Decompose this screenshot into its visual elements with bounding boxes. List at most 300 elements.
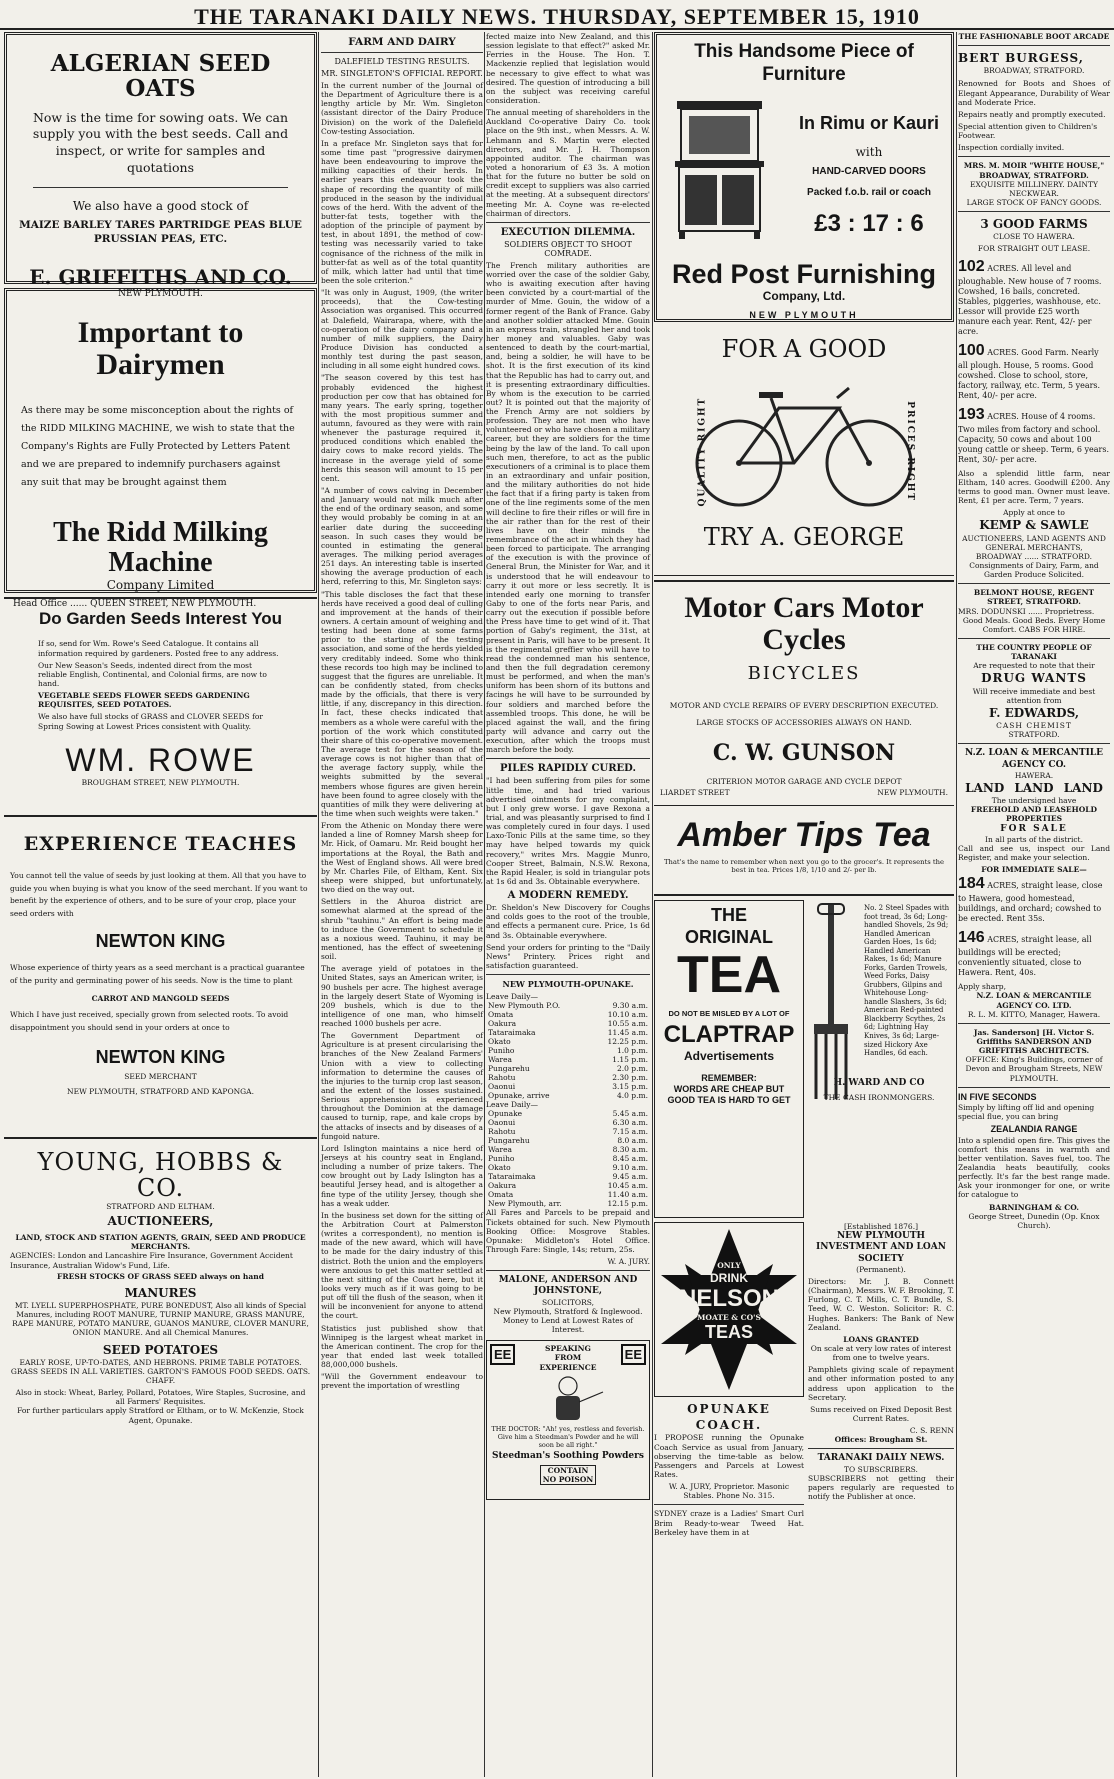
ad-heading: SPEAKING FROM EXPERIENCE — [539, 1344, 597, 1372]
timetable-row — [486, 1145, 650, 1154]
column-rule — [956, 32, 957, 1777]
paragraph: Lord Islington maintains a nice herd of Jerseys at his country seat in England, including a number of prize takers. The cow brought out by Lady Islington has a beautiful Jersey head, and is altogether a fine type of the utility Jersey, though she has a weak udder. — [321, 1143, 483, 1208]
ad-text: Which I have just received, specially grown from selected roots. To avoid disappointment you should send in your orders at once to — [10, 1010, 289, 1032]
burgess-text: Inspection cordially invited. — [958, 143, 1065, 153]
ad-place: NEW PLYMOUTH — [749, 310, 859, 321]
timetable-time: 2.30 p.m. — [612, 1073, 648, 1083]
ad-sub: BICYCLES — [747, 663, 861, 684]
divider — [486, 1270, 650, 1271]
timetable-row — [486, 1073, 650, 1082]
timetable-stop: New Plymouth P.O. — [488, 1001, 561, 1011]
ad-claim: CONTAIN NO POISON — [540, 1465, 596, 1485]
timetable-time: 2.0 p.m. — [617, 1064, 648, 1074]
society-deposits: Sums received on Fixed Deposit Best Current Rates. — [810, 1404, 952, 1423]
timetable-row — [486, 1127, 650, 1136]
divider — [958, 743, 1110, 744]
article-body — [321, 81, 483, 1391]
timetable-row — [486, 1172, 650, 1181]
timetable-row — [486, 1181, 650, 1190]
child-illustration — [493, 1372, 643, 1422]
chemist-name: F. EDWARDS, — [988, 705, 1080, 720]
timetable-stop: Rahotu — [488, 1127, 516, 1137]
timetable-time: 10.55 a.m. — [607, 1019, 648, 1029]
burgess-text: Special attention given to Children's Footwear. — [958, 122, 1098, 141]
land-text: Apply sharp, — [958, 982, 1006, 992]
ad-title: NELSON — [678, 1285, 779, 1313]
column-5 — [958, 32, 1110, 1777]
moir-text: EXQUISITE MILLINERY. DAINTY NECKWEAR. — [970, 179, 1098, 198]
timetable-time: 11.45 a.m. — [607, 1028, 648, 1038]
timetable-stop: Oaonui — [488, 1082, 516, 1092]
belmont-text: Good Meals. Good Beds. Every Home Comfort. CABS FOR HIRE. — [962, 615, 1106, 634]
ad-title: Amber Tips Tea — [677, 816, 931, 854]
range-name: ZEALANDIA RANGE — [990, 1124, 1078, 1135]
ad-firm: Red Post Furnishing — [671, 258, 936, 289]
land-text: N.Z. LOAN & MERCANTILE AGENCY CO. LTD. — [976, 991, 1092, 1010]
column-rule — [652, 32, 653, 1777]
timetable-signature: W. A. JURY. — [607, 1257, 650, 1267]
timetable-stop: Okato — [488, 1163, 511, 1173]
chemist-drug: DRUG WANTS — [981, 671, 1087, 686]
timetable-label: Leave Daily— — [486, 1100, 538, 1110]
ad-text: REMEMBER: — [701, 1072, 757, 1083]
timetable-stop: Opunake, arrive — [488, 1091, 550, 1101]
paragraph: "This table discloses the fact that these herds have received a good deal of culling and improvement at the hands of their owners. A certain amount of weighing and testing had been done at some farms prior to the starting of the testing association, and some of the herds yielded very creditably indeed. Some who think these records too high may be inclined to suggest that the figures are unreliable. It can be confidently stated, from checks made by the officials, that there is very little, if any, discrepancy in this direction. In fact, these checks indicated that members as a whole were careful with the portion of the work which constituted their share of this co-operative movement. The average test for the season of the average cows is not higher than that of the average factory supply, while the weights submitted by the several members whose figures are given herein have been found to agree closely with the quantities of milk they were delivering at the time when such weights were taken." — [321, 589, 483, 818]
timetable-stop: Pungarehu — [488, 1136, 530, 1146]
ad-text: CRITERION MOTOR GARAGE AND CYCLE DEPOT — [706, 777, 902, 787]
chemist-heading: THE COUNTRY PEOPLE OF TARANAKI — [976, 642, 1092, 662]
timetable-time: 6.30 a.m. — [612, 1118, 648, 1128]
timetable-stop: Okato — [488, 1037, 511, 1047]
ad-firm: E. GRIFFITHS AND CO. — [29, 264, 292, 289]
ad-text: If so, send for Wm. Rowe's Seed Catalogue. It contains all information required by gardeners. Posted free to any address. — [38, 639, 279, 658]
timetable-row — [486, 1010, 650, 1019]
paragraph: In the business set down for the sitting of the Arbitration Court at Palmerston (writes a correspondent), no mention is made of the new award, which will have to be made for the dairy industry of this district. Both the union and the employers were anxious to get this matter settled at the next sitting of the Court here, but it looks very much as if it was going to be put off till the flush of the season, when it will be inconvenient for anyone to attend the court. — [321, 1210, 483, 1321]
paragraph: Settlers in the Ahuroa district are somewhat alarmed at the spread of the shrub "tauhinu." An effort is being made to induce the Government to schedule it as a noxious weed. Tauhinu, it may be mentioned, has the effect of sweetening soil. — [321, 897, 483, 962]
timetable-stop: Rahotu — [488, 1073, 516, 1083]
ad-place: NEW PLYMOUTH. — [118, 288, 203, 299]
notice-body: SUBSCRIBERS not getting their papers regularly are requested to notify the Publisher at once. — [808, 1473, 954, 1502]
ad-text: MT. LYELL SUPERPHOSPHATE, PURE BONEDUST, Also all kinds of Special Manures, including ROOT MANURE, TURNIP MANURE, GRASS MANURE, RAPE MANURE, POTATO MANURE, GUANOS MANURE, CLOVER MANURE, ONION MANURE. And all Chemical Manures. — [12, 1301, 309, 1338]
ad-title: EXPERIENCE TEACHES — [23, 833, 298, 855]
timetable-stop: Tataraimaka — [488, 1172, 536, 1182]
opunake-coach-ad — [654, 1401, 804, 1500]
lot-text: ACRES, straight lease, all buildings will be erected; conveniently situated, close to Hawera. Rent, 40s. — [958, 935, 1092, 978]
ad-price: £3 : 17 : 6 — [814, 210, 924, 238]
ad-body: No. 2 Steel Spades with foot tread, 3s 6d; Long-handled Shovels, 2s 9d; Handled American Garden Hoes, 1s 6d; Handled American Rakes, 1s 6d; Manure Forks, Garden Trowels, Weed Forks, Daisy Grubbers, Gilpins and Whitehouse Long-handle Slashers, 3s 6d; American Red-painted Blackberry Scythes, 2s 6d; Lightning Hay Knives, 3s 6d; Large-sized Hickory Axe Handles, 6d each. — [864, 904, 950, 1058]
paragraph: The annual meeting of shareholders in the Auckland Co-operative Dairy Co. took place on the 9th inst., when Messrs. A. W. Lehmann and S. Martin were elected directors, and Mr. J. H. Thompson appointed auditor. The chairman was voted a honorarium of £3 3s. A motion that for the future no butter be sold on credit except to suppliers was also carried at the meeting. At a subsequent directors' meeting Mr. A. Coyne was re-elected chairman of directors. — [486, 108, 650, 218]
ad-footer: TRY A. GEORGE — [703, 523, 905, 552]
kemp-firm: KEMP & SAWLE — [979, 518, 1089, 533]
article-subheading: SOLDIERS OBJECT TO SHOOT COMRADE. — [504, 239, 632, 258]
ee-logo: EE — [490, 1344, 515, 1365]
ad-title: Important to Dairymen — [77, 316, 244, 381]
paragraph: "Will the Government endeavour to prevent the importation of wrestling — [321, 1372, 483, 1391]
ad-text: We also have a good stock of — [72, 199, 249, 214]
lower-right — [804, 1222, 954, 1712]
steedmans-ad — [486, 1340, 650, 1500]
timetable-stop: Omata — [488, 1010, 514, 1020]
farm-acreage: 100 — [958, 341, 985, 359]
solicitors-firm: MALONE, ANDERSON AND JOHNSTONE, — [498, 1275, 638, 1297]
ad-text: DRINK — [710, 1271, 748, 1286]
land-lot — [958, 928, 1110, 978]
nelson-tea-ad — [654, 1222, 804, 1397]
land-text: R. L. M. KITTO, Manager, Hawera. — [967, 1009, 1101, 1019]
ad-title: Motor Cars Motor Cycles — [684, 591, 924, 656]
lot-text: ACRES, straight lease, close to Hawera, good homestead, buildings, and orchard; cowshed to be erected. Rent 35s. — [958, 881, 1103, 924]
timetable-outbound — [486, 1001, 650, 1100]
article-subheading: DALEFIELD TESTING RESULTS. — [334, 57, 470, 66]
divider — [321, 52, 483, 53]
timetable-time: 12.15 p.m. — [607, 1199, 648, 1209]
divider — [808, 1448, 954, 1449]
burgess-text: Repairs neatly and promptly executed. — [958, 109, 1106, 119]
timetable-time: 11.40 a.m. — [607, 1190, 648, 1200]
ad-title: Do Garden Seeds Interest You — [38, 609, 283, 628]
timetable-row — [486, 1046, 650, 1055]
ward-column — [804, 900, 954, 1218]
timetable-row — [486, 1109, 650, 1118]
timetable-stop: Omata — [488, 1190, 514, 1200]
timetable-time: 9.30 a.m. — [612, 1001, 648, 1011]
ad-body: I PROPOSE running the Opunake Coach Service as usual from January, observing the time-table as below. Passengers and Parcels at Lowest Rates. — [654, 1433, 804, 1479]
ad-heading: SEED POTATOES — [102, 1342, 219, 1357]
ad-text: Advertisements — [683, 1049, 775, 1064]
kemp-cons: Consignments of Dairy, Farm, and Garden Produce Solicited. — [969, 560, 1099, 580]
farms-lease: FOR STRAIGHT OUT LEASE. — [977, 244, 1091, 254]
ad-text: with — [855, 145, 883, 160]
timetable-stop: Opunake — [488, 1109, 523, 1119]
divider — [958, 45, 1110, 46]
timetable-row — [486, 1064, 650, 1073]
timetable-time: 10.45 a.m. — [607, 1181, 648, 1191]
range-address: George Street, Dunedin (Op. Knox Church). — [968, 1211, 1100, 1230]
land-text: FREEHOLD AND LEASEHOLD PROPERTIES — [970, 805, 1098, 824]
ad-body: As there may be some misconception about the rights of the RIDD MILKING MACHINE, we wish to state that the Company's Rights are Fully Protected by Letters Patent and we are prepared to indemnify purchasers against any suit that may be brought against them — [21, 405, 295, 489]
kemp-role: AUCTIONEERS, LAND AGENTS AND GENERAL MERCHANTS, — [962, 533, 1106, 552]
land-heading: LAND LAND LAND — [965, 780, 1103, 795]
range-firm: BARNINGHAM & CO. — [989, 1202, 1079, 1212]
ad-text: TEAS — [704, 1321, 753, 1342]
burgess-address: BROADWAY, STRATFORD. — [983, 66, 1085, 76]
timetable-return — [486, 1109, 650, 1208]
timetable-time: 5.45 a.m. — [612, 1109, 648, 1119]
timetable-row — [486, 1163, 650, 1172]
ad-firm: NEWTON KING — [95, 1046, 226, 1067]
ad-role: AUCTIONEERS, — [107, 1213, 214, 1228]
ad-text: DO NOT BE MISLED BY A LOT OF — [668, 1008, 790, 1018]
ad-caption: THE DOCTOR: "Ah! yes, restless and feverish. Give him a Steedman's Powder and he will soon be all right." — [491, 1424, 645, 1449]
timetable-row — [486, 1001, 650, 1010]
ad-body: Now is the time for sowing oats. We can supply you with the best seeds. Call and inspect, or write for samples and quotations — [32, 109, 289, 176]
ad-place: NEW PLYMOUTH, STRATFORD AND KAPONGA. — [67, 1087, 254, 1097]
chemist-text: Will receive immediate and best attention from — [972, 686, 1096, 705]
article-body: Dr. Sheldon's New Discovery for Coughs and colds goes to the root of the trouble, and effects a permanent cure. Price, 1s 6d and 3s. Obtainable everywhere. — [486, 903, 650, 940]
ad-firm: NEWTON KING — [95, 930, 226, 951]
paragraph: From the Athenic on Monday there were landed a line of Romney Marsh sheep for Mr. Hick, of Oamaru. Mr. Reid bought her importations at the Royal, the Bath and the West of England shows. All were bred by Mr. Charles File, of Eltham, Kent. Six sheep were shipped, but unfortunately, two died on the way out. — [321, 821, 483, 895]
timetable-footer: All Fares and Parcels to be prepaid and Tickets obtained for such. New Plymouth Booking Office: Mosgrove Stables. Opunake: Middleton's Hotel Office. Through Fare: Single, 14s; return, 25s. — [486, 1208, 650, 1254]
ad-items: MAIZE BARLEY TARES PARTRIDGE PEAS BLUE PRUSSIAN PEAS, ETC. — [19, 219, 302, 246]
paragraph: "The season covered by this test has probably evidenced the highest production per cow that has obtained for many years. The early spring, together with the most propitious summer and autumn, favoured as they were with rain whenever the pasturage required it, produced conditions which enabled the dairy cows to make record yields. The increase in the average yield of some herds this season will amount to 15 per cent. — [321, 373, 483, 483]
ad-sub: STRATFORD AND ELTHAM. — [106, 1201, 215, 1211]
sydney-ad: SYDNEY craze is a Ladies' Smart Curl Brim Ready-to-wear Tweed Hat. Berkeley have them in at — [654, 1509, 804, 1537]
land-text: FOR IMMEDIATE SALE— — [981, 865, 1087, 875]
apply-text: Apply at once to — [1003, 508, 1065, 518]
solicitors-body: New Plymouth, Stratford & Inglewood. Money to Lend at Lowest Rates of Interest. — [493, 1306, 643, 1335]
moir-name: MRS. M. MOIR "WHITE HOUSE," BROADWAY, STRATFORD. — [963, 161, 1105, 180]
ad-text: THE — [711, 905, 747, 925]
lower-left — [654, 1222, 804, 1712]
society-pamphlets: Pamphlets giving scale of repayment and other information posted to any address upon application to the Secretary. — [808, 1365, 954, 1402]
column-4 — [654, 32, 954, 1777]
ad-company: Company, Ltd. — [762, 289, 846, 304]
society-directors: Directors: Mr. J. B. Connett (Chairman), Messrs. W. F. Brooking, T. Furlong, C. T. Mills, C. T. Bundle, S. Teed, W. C. Weston. Solicitor: R. C. Hughes. Bankers: The Bank of New Zealand. — [808, 1277, 954, 1332]
timetable-label: Leave Daily— — [486, 992, 538, 1002]
farm-item — [958, 341, 1110, 401]
farms-title: 3 GOOD FARMS — [980, 217, 1088, 232]
range-heading: IN FIVE SECONDS — [958, 1091, 1037, 1102]
society-perm: (Permanent). — [856, 1264, 906, 1274]
timetable-row — [486, 1091, 650, 1100]
fork-illustration — [806, 904, 856, 1104]
ad-text: Whose experience of thirty years as a seed merchant is a practical guarantee of the purity and germinating power of his seeds. Now is the time to plant — [10, 963, 305, 986]
paragraph: In the current number of the Journal of the Department of Agriculture there is a lengthy article by Mr. Wm. Singleton (assistant director of the Dairy Produce Division) on the work of the Dalefield Cow-testing Association. — [321, 81, 483, 136]
paragraph: "A number of cows calving in December and January would not milk much after the end of the ordinary season, and some they would probably be coming in at an earlier date during the succeeding season. In such cases they would be counted in estimating the general averages. The milking period averages 251 days. An interesting table is inserted showing the average production of each herd, referring to this, Mr. Singleton says: — [321, 486, 483, 587]
paragraph: "It was only in August, 1909, (the writer proceeds), that the Cow-testing Association was organised. This occurred at Dalefield, Wairarapa, where, with the co-operation of the dairy company and a number of milk suppliers, the Dairy Produce Division has conducted a monthly test during the past season, including in all some eight hundred cows. — [321, 288, 483, 371]
amber-tips-ad — [654, 810, 954, 896]
bicycle-illustration — [689, 368, 919, 518]
ad-brand: Steedman's Soothing Powders — [492, 1451, 644, 1462]
chemist-place: STRATFORD. — [1008, 730, 1060, 740]
land-text: The undersigned have — [991, 796, 1077, 806]
ad-sign: W. A. JURY, Proprietor. Masonic Stables. Phone No. 315. — [668, 1482, 790, 1501]
farm-text: ACRES. All level and ploughable. New house of 7 rooms. Cowshed, 16 bails, concreted. Stables, piggeries, washhouse, etc. Lessor will provide £25 worth manure each year. Rent, 42/- per acre. — [958, 263, 1102, 336]
architects-name: Jas. Sanderson] [H. Victor S. Griffiths SANDERSON AND GRIFFITHS ARCHITECTS. — [973, 1027, 1095, 1056]
society-title: NEW PLYMOUTH INVESTMENT AND LOAN SOCIETY — [816, 1231, 946, 1264]
farm-item — [958, 257, 1110, 337]
ad-title: FOR A GOOD — [721, 335, 887, 363]
society-sign: C. S. RENN — [909, 1426, 954, 1436]
ad-street: LIARDET STREET — [660, 788, 730, 798]
lot-number: 146 — [958, 929, 985, 947]
moir-text: LARGE STOCK OF FANCY GOODS. — [966, 198, 1102, 208]
timetable-stop: Oakura — [488, 1019, 517, 1029]
divider — [33, 187, 288, 188]
ad-text: EARLY ROSE, UP-TO-DATES, AND HEBRONS. PRIME TABLE POTATOES. GRASS SEEDS IN ALL VARIETIES. GARTON'S FAMOUS FOOD SEEDS. OATS. CHAFF. — [10, 1357, 311, 1386]
chemist-text: Are requested to note that their — [973, 661, 1095, 671]
ad-place: BROUGHAM STREET, NEW PLYMOUTH. — [81, 777, 240, 787]
timetable-row — [486, 1154, 650, 1163]
society-est: [Established 1876.] — [843, 1222, 919, 1231]
divider — [958, 156, 1110, 157]
architects-office: OFFICE: King's Buildings, corner of Devon and Brougham Streets, NEW PLYMOUTH. — [965, 1055, 1103, 1083]
ad-text: We also have full stocks of GRASS and CLOVER SEEDS for Spring Sowing at Lowest Prices consistent with Quality. — [38, 712, 263, 731]
ridd-milking-ad — [4, 288, 317, 610]
timetable-row — [486, 1037, 650, 1046]
timetable-stop: Warea — [488, 1055, 513, 1065]
young-hobbs-ad — [4, 1143, 317, 1453]
timetable-time: 4.0 p.m. — [617, 1091, 648, 1101]
timetable-stop: Warea — [488, 1145, 513, 1155]
column-rule — [318, 32, 319, 1777]
ad-text: WORDS ARE CHEAP BUT GOOD TEA IS HARD TO GET — [667, 1083, 791, 1105]
nzl-place: HAWERA. — [1014, 770, 1054, 780]
paragraph: In a preface Mr. Singleton says that for some time past "progressive dairymen have been endeavouring to improve the milking capacities of their herds. In earlier years this endeavour took the shape of recording the quantity of milk produced in the season by the individual cows of the herd. With the advent of the butter-fat tests, together with the adoption of the principle of payment by test, in about 1891, the method of cow-testing was necessarily varied to take cognisance of the richness of the milk in butter-fat as well as of the total quantity of milk, which latter had until that time been the sole criterion." — [321, 138, 483, 285]
article-body: The French military authorities are worried over the case of the soldier Gaby, who is awaiting execution after having been convicted by a court-martial of the murder of Mme. Gouin, the widow of a former regent of the Bank of France. Gaby and another soldier attacked Mme. Gouin in an express train, strangled her and took her money and valuables. Gaby was sentenced to death by the court-martial, and, being a soldier, he will have to be shot. It is the first execution of its kind that the Republic has had to carry out, and it is presenting extraordinary difficulties. By whom is the execution to be carried out? It is pointed out that the majority of the French Army are not soldiers by profession. They are not men who have volunteered or who have chosen a military career, but they are soldiers for the time being by the law of the land. To call upon such men, therefore, to act as the public executioners of a criminal is to place them in an extraordinary and unfair position, and the military authorities do not hide the fact that if a firing party is taken from one of the line regiments some of the men will decline to fire their rifles or will fire in the air rather than for the rest of their lives have on their minds the remembrance of the act in which they had been forced to participate. The arranging of the execution is with the province of General Brun, the Minister for War, and it is understood that he will endeavour to carry it out more or less secretly. It is intended early one morning to transfer Gaby to one of the forts near Paris, and carry out the execution if possible before the Press have time to get wind of it. That portion of Gaby's regiment, the 31st, at present in Paris, will have to be present. It is the regimental greffier who will have to read the condemned man his sentence, and then the full degradation ceremony must be performed, and when the man's uniform has been shorn of its buttons and facings he will have to be surrounded by four soldiers and marched before the assembled troops. This done, he will be placed against the wall, and the firing party will advance and carry out the execution, after which the troops must march before the body. — [486, 260, 650, 755]
solicitors-role: SOLICITORS, — [542, 1297, 594, 1307]
original-tea-ad — [654, 900, 804, 1218]
nzl-title: N.Z. LOAN & MERCANTILE AGENCY CO. — [964, 748, 1103, 770]
ad-side-text: PRICES RIGHT — [905, 401, 916, 502]
divider — [958, 1087, 1110, 1088]
divider — [958, 638, 1110, 639]
farm-text: ACRES. Good Farm. Nearly all plough. House, 5 rooms. Good cowshed. Close to school, store, factory, railway, etc. Term, 5 years. Rent, 40/- per acre. — [958, 347, 1101, 400]
ad-text: You cannot tell the value of seeds by just looking at them. All that you have to guide you when buying is what you know of the seed merchant. If you want to benefit by the experience of others, and to be sure of your crop, place your seed orders with — [10, 870, 308, 919]
society-loans-body: On scale at very low rates of interest from one to twelve years. — [810, 1344, 952, 1363]
ad-office: Head Office ...... QUEEN STREET, NEW PLYMOUTH. — [13, 599, 257, 610]
ad-role: SEED MERCHANT — [124, 1072, 197, 1082]
bicycle-ad — [654, 326, 954, 576]
burgess-name: BERT BURGESS, — [958, 51, 1084, 66]
article-body: "I had been suffering from piles for some little time, and had tried various advertised ointments for my complaint, but I only grew worse. I gave Rexona a trial, and was pleasantly surprised to find I was completely cured in four days. I used Laxo-Tonic Pills at the same time, so they may have helped towards my quick recovery," writes Mrs. Maggie Munro, Cooper Street, Balmain, N.S.W. Rexona, the Rapid Healer, is sold in triangular pots at 1s 6d and 3s. Obtainable everywhere. — [486, 776, 650, 886]
ad-title: YOUNG, HOBBS & CO. — [37, 1148, 284, 1203]
timetable-time: 9.45 a.m. — [612, 1172, 648, 1182]
algerian-oats-ad — [4, 32, 317, 299]
newton-king-ad — [4, 821, 317, 1139]
timetable-time: 8.0 a.m. — [617, 1136, 648, 1146]
section-heading: FARM AND DAIRY — [348, 36, 456, 48]
column-rule — [484, 32, 485, 1777]
ee-logo: EE — [621, 1344, 646, 1365]
sideboard-illustration — [667, 91, 772, 241]
timetable-time: 9.10 a.m. — [612, 1163, 648, 1173]
society-loans: LOANS GRANTED — [843, 1334, 919, 1344]
column-2 — [321, 32, 483, 1777]
farm-text: ACRES. House of 4 rooms. Two miles from factory and school. Capacity, 50 cows and about 100 young cattle or sheep. Term, 6 years. Rent, 30/- per acre. — [958, 411, 1110, 464]
belmont-name: BELMONT HOUSE, REGENT STREET, STRATFORD. — [973, 588, 1095, 607]
timetable-row — [486, 1199, 650, 1208]
timetable-row — [486, 1118, 650, 1127]
range-text: Into a splendid open fire. This gives the comfort this means in warmth and better ventilation. Saves fuel, too. The Zealandia heats beautifully, cooks perfectly. It's far the best range made. Ask your ironmonger for one, or write for catalogue to — [958, 1135, 1110, 1200]
ad-text: MOATE & CO'S — [697, 1312, 761, 1322]
timetable-row — [486, 1190, 650, 1199]
ad-text: AGENCIES: London and Lancashire Fire Insurance, Government Accident Insurance, Australian Widow's Fund, Life. — [10, 1251, 293, 1270]
society-office: Offices: Brougham St. — [834, 1435, 928, 1445]
farm-acreage: 193 — [958, 405, 985, 423]
arcade-heading: THE FASHIONABLE BOOT ARCADE — [958, 32, 1110, 41]
article-heading: A MODERN REMEDY. — [507, 890, 629, 902]
timetable-time: 8.30 a.m. — [612, 1145, 648, 1155]
ad-firm: The Ridd Milking Machine — [53, 517, 268, 578]
ad-text: CARROT AND MANGOLD SEEDS — [91, 993, 230, 1003]
land-text: Call and see us, inspect our Land Register, and make your selection. — [958, 843, 1110, 863]
timetable-stop: Pungarehu — [488, 1064, 530, 1074]
column-3 — [486, 32, 650, 1777]
land-lot — [958, 874, 1110, 924]
ad-heading: MANURES — [124, 1285, 197, 1300]
ad-text: Also in stock: Wheat, Barley, Pollard, Potatoes, Wire Staples, Sucrosine, and all Farmers' Requisites. — [15, 1388, 306, 1407]
ad-text: Packed f.o.b. rail or coach — [807, 186, 931, 198]
ad-title: TEA — [677, 946, 781, 1005]
timetable-row — [486, 1019, 650, 1028]
timetable-stop: New Plymouth, arr. — [488, 1199, 562, 1209]
article-body — [486, 32, 650, 218]
motor-ad — [654, 580, 954, 806]
lot-number: 184 — [958, 875, 985, 893]
range-text: Simply by lifting off lid and opening special flue, you can bring — [958, 1103, 1095, 1122]
timetable-time: 7.15 a.m. — [612, 1127, 648, 1137]
timetable-stop: Oaonui — [488, 1118, 516, 1128]
ad-title: ALGERIAN SEED OATS — [50, 50, 271, 103]
tea-ward-row — [654, 900, 954, 1218]
timetable-title: NEW PLYMOUTH-OPUNAKE. — [502, 979, 634, 990]
timetable-time: 8.45 a.m. — [612, 1154, 648, 1164]
furniture-ad — [654, 32, 954, 322]
ad-text: CLAPTRAP — [663, 1020, 795, 1048]
ad-title: OPUNAKE COACH. — [687, 1402, 771, 1433]
article-subheading: MR. SINGLETON'S OFFICIAL REPORT. — [321, 69, 483, 78]
divider — [958, 211, 1110, 212]
farms-also: Also a splendid little farm, near Eltham, 140 acres. Goodwill £200. Any terms to good man. Owner must leave. Rent, £1 per acre. Term, 7 years. — [958, 468, 1110, 506]
kemp-place: BROADWAY ...... STRATFORD. — [975, 551, 1093, 561]
land-text: In all parts of the district. — [985, 834, 1083, 844]
lower-row — [654, 1222, 954, 1712]
chemist-role: CASH CHEMIST — [996, 721, 1072, 730]
divider — [958, 583, 1110, 584]
masthead: THE TARANAKI DAILY NEWS. THURSDAY, SEPTEMBER 15, 1910 — [0, 0, 1114, 30]
land-sale: FOR SALE — [1000, 823, 1068, 834]
farm-list — [958, 257, 1110, 465]
farm-item — [958, 405, 1110, 465]
column-1 — [4, 32, 317, 1777]
timetable-time: 1.0 p.m. — [617, 1046, 648, 1056]
ad-text: For further particulars apply Stratford or Eltham, or to W. McKenzie, Stock Agent, Opunake. — [17, 1406, 304, 1425]
divider — [654, 1504, 804, 1505]
timetable-stop: Oakura — [488, 1181, 517, 1191]
timetable-row — [486, 1136, 650, 1145]
ad-text: MOTOR AND CYCLE REPAIRS OF EVERY DESCRIPTION EXECUTED. — [669, 700, 939, 710]
ad-text: Our New Season's Seeds, indented direct from the most reliable English, Continental, and Colonial firms, are now to hand. — [38, 660, 267, 688]
ad-title: This Handsome Piece of Furniture — [694, 41, 914, 85]
ad-text: ORIGINAL — [685, 926, 773, 947]
ad-sub: That's the name to remember when next you go to the grocer's. It represents the best in tea. Prices 1/8, 1/10 and 2/- per lb. — [663, 857, 945, 874]
ad-text: VEGETABLE SEEDS FLOWER SEEDS GARDENING REQUISITES, SEED POTATOES. — [38, 691, 250, 710]
farms-sub: CLOSE TO HAWERA. — [993, 232, 1075, 242]
article-heading: EXECUTION DILEMMA. — [500, 226, 636, 238]
timetable-time: 1.15 p.m. — [612, 1055, 648, 1065]
ad-role: THE CASH IRONMONGERS. — [823, 1092, 935, 1102]
timetable-row — [486, 1082, 650, 1091]
ad-side-text: QUALITY RIGHT — [697, 396, 708, 507]
timetable-row — [486, 1028, 650, 1037]
paragraph: fected maize into New Zealand, and this session legislate to that effect?" asked Mr. Ferries in the House. The Hon. T. Mackenzie replied that legislation would be necessary to give effect to what was desired. The question of introducing a bill on the subject was receiving careful consideration. — [486, 32, 650, 105]
timetable-stop: Puniho — [488, 1154, 515, 1164]
ad-firm: C. W. GUNSON — [712, 739, 896, 766]
divider — [486, 974, 650, 975]
ad-company: Company Limited — [106, 578, 215, 593]
timetable-time: 10.10 a.m. — [607, 1010, 648, 1020]
ad-text: LARGE STOCKS OF ACCESSORIES ALWAYS ON HAND. — [696, 717, 912, 727]
ad-text: HAND-CARVED DOORS — [812, 166, 926, 178]
ad-text: ONLY — [717, 1261, 741, 1270]
ad-text: FRESH STOCKS OF GRASS SEED always on hand — [57, 1271, 264, 1281]
paragraph: The Government Department of Agriculture is at present circularising the branches of the New Zealand Farmers' Union with a view to collecting information to determine the causes of the injuries to the turnip crop last season, and the extent of the losses sustained. Serious apprehension is experienced throughout the Dominion at the damage caused to turnip, rape, and kale crops by the attacks of insects and by diseases of a fungoid nature. — [321, 1031, 483, 1141]
timetable-stop: Tataraimaka — [488, 1028, 536, 1038]
timetable-time: 3.15 p.m. — [612, 1082, 648, 1092]
ad-text: In Rimu or Kauri — [798, 112, 939, 133]
ad-firm: H. WARD AND CO — [833, 1077, 925, 1088]
